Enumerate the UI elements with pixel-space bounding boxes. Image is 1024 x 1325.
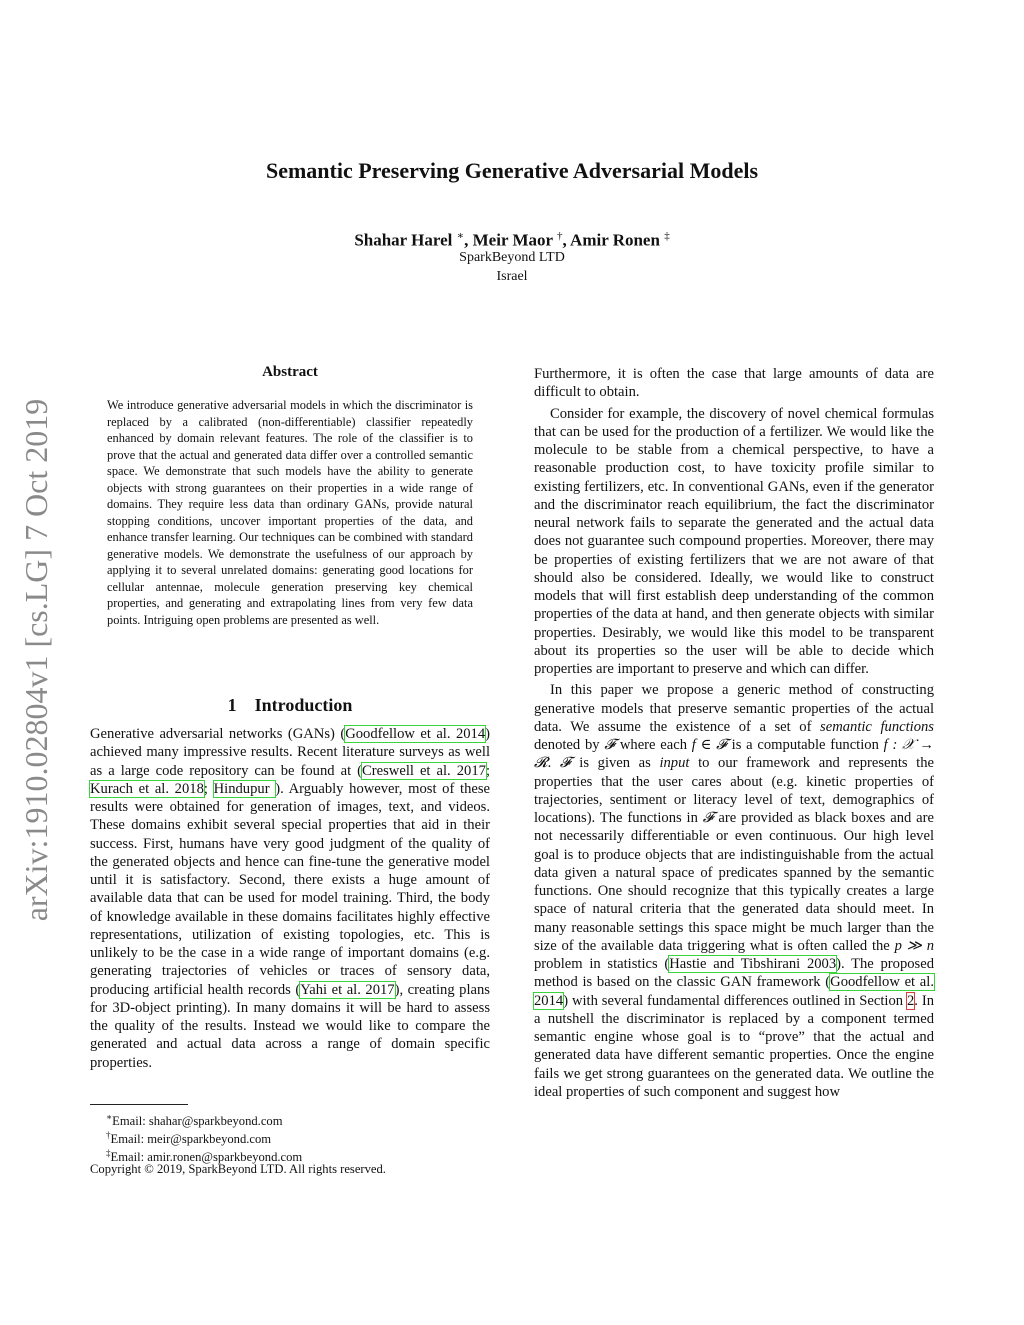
citation-link[interactable]: Yahi et al. 2017 [300,981,395,998]
emphasis: input [659,755,690,772]
text-run: ). Arguably however, most of these results were obtained for generation of images, text, and videos. These domains exhibit several special properties that aid in their success. First, humans have very good judgment of the quality of the generated objects and hence can fine-tune the generative model until it is satisfactory. Second, there exists a huge amount of available data that can be used for model training. Third, the body of knowledge available in these domains facilitates highly effective representations, utilization of existing topologies, etc. This is unlikely to be the case in a wide range of important domains (e.g. generating trajectories of vehicles or traces of sensory data, producing artificial health records ( [90,780,490,998]
arxiv-identifier-stamp: arXiv:1910.02804v1 [cs.LG] 7 Oct 2019 [18,398,54,922]
author-1-footnote-mark: ∗ [456,230,465,242]
author-2: , Meir Maor [464,230,557,250]
text-run: ; [485,762,490,779]
affiliation-organization: SparkBeyond LTD [459,250,565,265]
abstract-heading: Abstract [262,364,318,380]
text-run: to our framework and represents the properties that the user cares about (e.g. kinetic properties of trajectories, sentiment or literacy level of text, demographics of locations). The functions in [534,755,934,826]
text-run: ; [203,780,214,797]
footnote-text: Email: shahar@sparkbeyond.com [112,1114,283,1129]
text-run: where each [615,737,692,753]
footnote-mark: † [106,1130,111,1140]
math-symbol: 𝓕 [702,810,714,826]
text-run: ), creating plans for 3D-object printing). In many domains it will be hard to assess the quality of the results. Instead we would like to compare the generated and actual data across a range of domain specific properties. [90,981,490,1071]
section-reference-link[interactable]: 2 [906,992,915,1009]
citation-link[interactable]: Goodfellow et al. 2014 [534,974,934,1009]
footnote-mark: ‡ [106,1148,111,1158]
text-run: ). The proposed method is based on the classic GAN framework ( [534,956,934,991]
section-heading-introduction [90,695,490,716]
text-run: Generative adversarial networks (GANs) ( [90,726,346,742]
footnote-text: Email: meir@sparkbeyond.com [110,1132,272,1147]
abstract-text: We introduce generative adversarial models in which the discriminator is replaced by a calibrated (non-differentiable) classifier repeatedly enhanced by domain relevant features. The role of the classifier is to prove that the actual and generated data differ over a controlled semantic space. We demonstrate that such models have the ability to generate objects with strong guarantees on their properties in a wide range of domains. They require less data than ordinary GANs, provide natural stopping conditions, uncover important properties of the data, and enhance transfer learning. Our techniques can be combined with standard generative models. We demonstrate the usefulness of our approach by applying it to several unrelated domains: generating good locations for cellular antennae, molecule generation preserving key chemical properties, and generating and extrapolating lines from very few data points. Intriguing open problems are presented as well. [107,398,473,627]
affiliation-country: Israel [496,269,528,284]
author-3-footnote-mark: ‡ [664,230,670,242]
text-run: ) achieved many impressive results. Recent literature surveys as well as a large code repository can be found at ( [90,726,491,779]
emphasis: semantic functions [820,718,934,735]
author-2-footnote-mark: † [556,230,563,242]
citation-link[interactable]: Creswell et al. 2017 [362,762,486,779]
author-list [0,229,1024,251]
footnote-text: Email: amir.ronen@sparkbeyond.com [110,1150,303,1165]
paragraph: Furthermore, it is often the case that large amounts of data are difficult to obtain. [534,366,934,401]
copyright-notice: Copyright © 2019, SparkBeyond LTD. All rights reserved. [90,1162,386,1176]
section-title: Introduction [254,695,353,715]
citation-link[interactable]: Hastie and Tibshirani 2003 [669,956,837,972]
introduction-paragraph [90,725,490,1072]
text-run: is given as [570,755,660,772]
text-run: . In a nutshell the discriminator is replaced by a component termed semantic engine whose goal is to “prove” that the actual and generated data have different semantic properties. Once the engine fails we get strong guarantees on the generated data. We outline the ideal properties of such component and suggest how [534,992,934,1100]
right-column-body [534,365,934,1104]
author-1: Shahar Harel [354,230,457,250]
footnote-divider [90,1104,188,1105]
paper-title: Semantic Preserving Generative Adversarial Models [265,158,759,183]
paragraph [534,681,934,1101]
text-run: In this paper we propose a generic method of constructing generative models that preserve semantic properties of the actual data. We assume the existence of a set of [534,682,934,735]
math-expression: f : 𝒳 → 𝓡 [534,737,934,772]
text-run: is a computable function [726,737,884,753]
text-run: problem in statistics ( [534,956,670,972]
citation-link[interactable]: Hindupur [213,780,276,797]
citation-link[interactable]: Kurach et al. 2018 [90,780,204,797]
author-3: , Amir Ronen [562,230,665,250]
text-run: ) with several fundamental differences outlined in Section [563,992,907,1009]
citation-link[interactable]: Goodfellow et al. 2014 [345,726,486,742]
section-number: 1 [227,695,237,715]
paragraph: Consider for example, the discovery of novel chemical formulas that can be used for the production of a fertilizer. We would like the molecule to be stable from a chemical perspective, to have a reasonable production cost, to have toxicity profile similar to existing fertilizers, etc. In conventional GANs, even if the generator and the discriminator reach equilibrium, the fact the discriminator neural network fails to separate the generated and the actual data does not guarantee such compound properties. Moreover, there may be properties of existing fertilizers that we are not aware of that should also be considered. Ideally, we would like to construct models that will first establish deep understanding of the common properties of the data at hand, and then generate objects with similar properties. Desirably, we would like this model to be transparent about its properties so the user will be able to decide which properties are important to preserve and which can differ. [534,405,934,677]
math-expression: f ∈ 𝓕 [691,737,727,753]
math-symbol: 𝓕 [604,737,616,753]
text-run: denoted by [534,737,605,753]
math-symbol: 𝓕 [559,755,571,772]
math-expression: p ≫ n [894,937,934,954]
text-run: are provided as black boxes and are not necessarily differentiable or even continuous. Our high level goal is to produce objects that are indistinguishable from the actual data given a natural space of predicates spanned by the semantic functions. One should recognize that this typically creates a large space of natural criteria that the generated data should meet. In many reasonable settings this space might be much larger than the size of the available data triggering what is often called the [534,810,934,954]
text-run: . [547,755,560,772]
footnote-mark: ∗ [106,1112,113,1122]
